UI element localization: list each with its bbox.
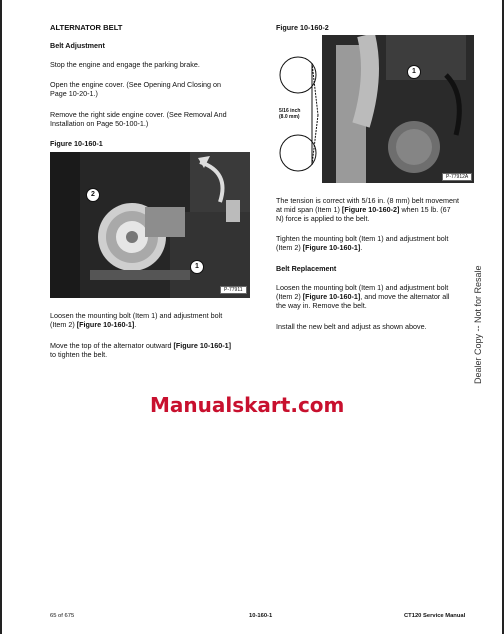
footer-page-count: 65 of 675 (50, 613, 75, 619)
paragraph: Tighten the mounting bolt (Item 1) and adjustment bolt (276, 234, 449, 243)
watermark: Manualskart.com (150, 393, 345, 417)
paragraph: (Item 2) [Figure 10-160-1], and move the alternator all (276, 292, 450, 301)
dealer-copy-notice: Dealer Copy -- Not for Resale (473, 265, 483, 384)
belt-tension-illustration (276, 35, 474, 183)
dimension-label: 5/16 inch (279, 108, 301, 114)
figure-reference: [Figure 10-160-1] (76, 320, 135, 329)
figure-title: Figure 10-160-2 (276, 23, 329, 32)
paragraph: Stop the engine and engage the parking brake. (50, 60, 200, 69)
paragraph: Installation on Page 50-100-1.) (50, 119, 149, 128)
dimension-label-metric: (8.0 mm) (279, 114, 300, 120)
alternator-photo-illustration (50, 152, 250, 298)
footer-manual-title: CT120 Service Manual (404, 613, 466, 619)
figure-reference: [Figure 10-160-1] (302, 243, 361, 252)
paragraph: The tension is correct with 5/16 in. (8 mm) belt movement (276, 196, 459, 205)
figure-reference: [Figure 10-160-1] (173, 341, 231, 350)
photo-code: P-77912A (442, 173, 472, 181)
figure-reference: [Figure 10-160-1] (302, 292, 361, 301)
paragraph: Install the new belt and adjust as shown above. (276, 322, 427, 331)
paragraph: the way in. Remove the belt. (276, 301, 367, 310)
figure-photo-belt-tension (276, 35, 474, 183)
paragraph: to tighten the belt. (50, 350, 108, 359)
callout-1: 1 (190, 260, 204, 274)
callout-2: 2 (86, 188, 100, 202)
section-heading: ALTERNATOR BELT (50, 23, 123, 32)
paragraph: N) force is applied to the belt. (276, 214, 370, 223)
paragraph: Open the engine cover. (See Opening And Closing on (50, 80, 222, 89)
figure-reference: [Figure 10-160-2] (341, 205, 400, 214)
paragraph: Loosen the mounting bolt (Item 1) and adjustment bolt (50, 311, 223, 320)
figure-photo-alternator (50, 152, 250, 298)
page-border-left (0, 0, 2, 634)
callout-1: 1 (407, 65, 421, 79)
paragraph: at mid span (Item 1) [Figure 10-160-2] when 15 lb. (67 (276, 205, 451, 214)
paragraph: Loosen the mounting bolt (Item 1) and adjustment bolt (276, 283, 449, 292)
subheading-belt-replacement: Belt Replacement (276, 264, 337, 273)
paragraph: Remove the right side engine cover. (See Removal And (50, 110, 227, 119)
paragraph: Move the top of the alternator outward [Figure 10-160-1] (50, 341, 231, 350)
photo-code: P-77911 (220, 286, 247, 294)
subheading-belt-adjustment: Belt Adjustment (50, 41, 105, 50)
footer-page-number: 10-160-1 (249, 613, 273, 619)
figure-title: Figure 10-160-1 (50, 139, 103, 148)
paragraph: (Item 2) [Figure 10-160-1]. (276, 243, 363, 252)
paragraph: Page 10-20-1.) (50, 89, 98, 98)
paragraph: (Item 2) [Figure 10-160-1]. (50, 320, 137, 329)
